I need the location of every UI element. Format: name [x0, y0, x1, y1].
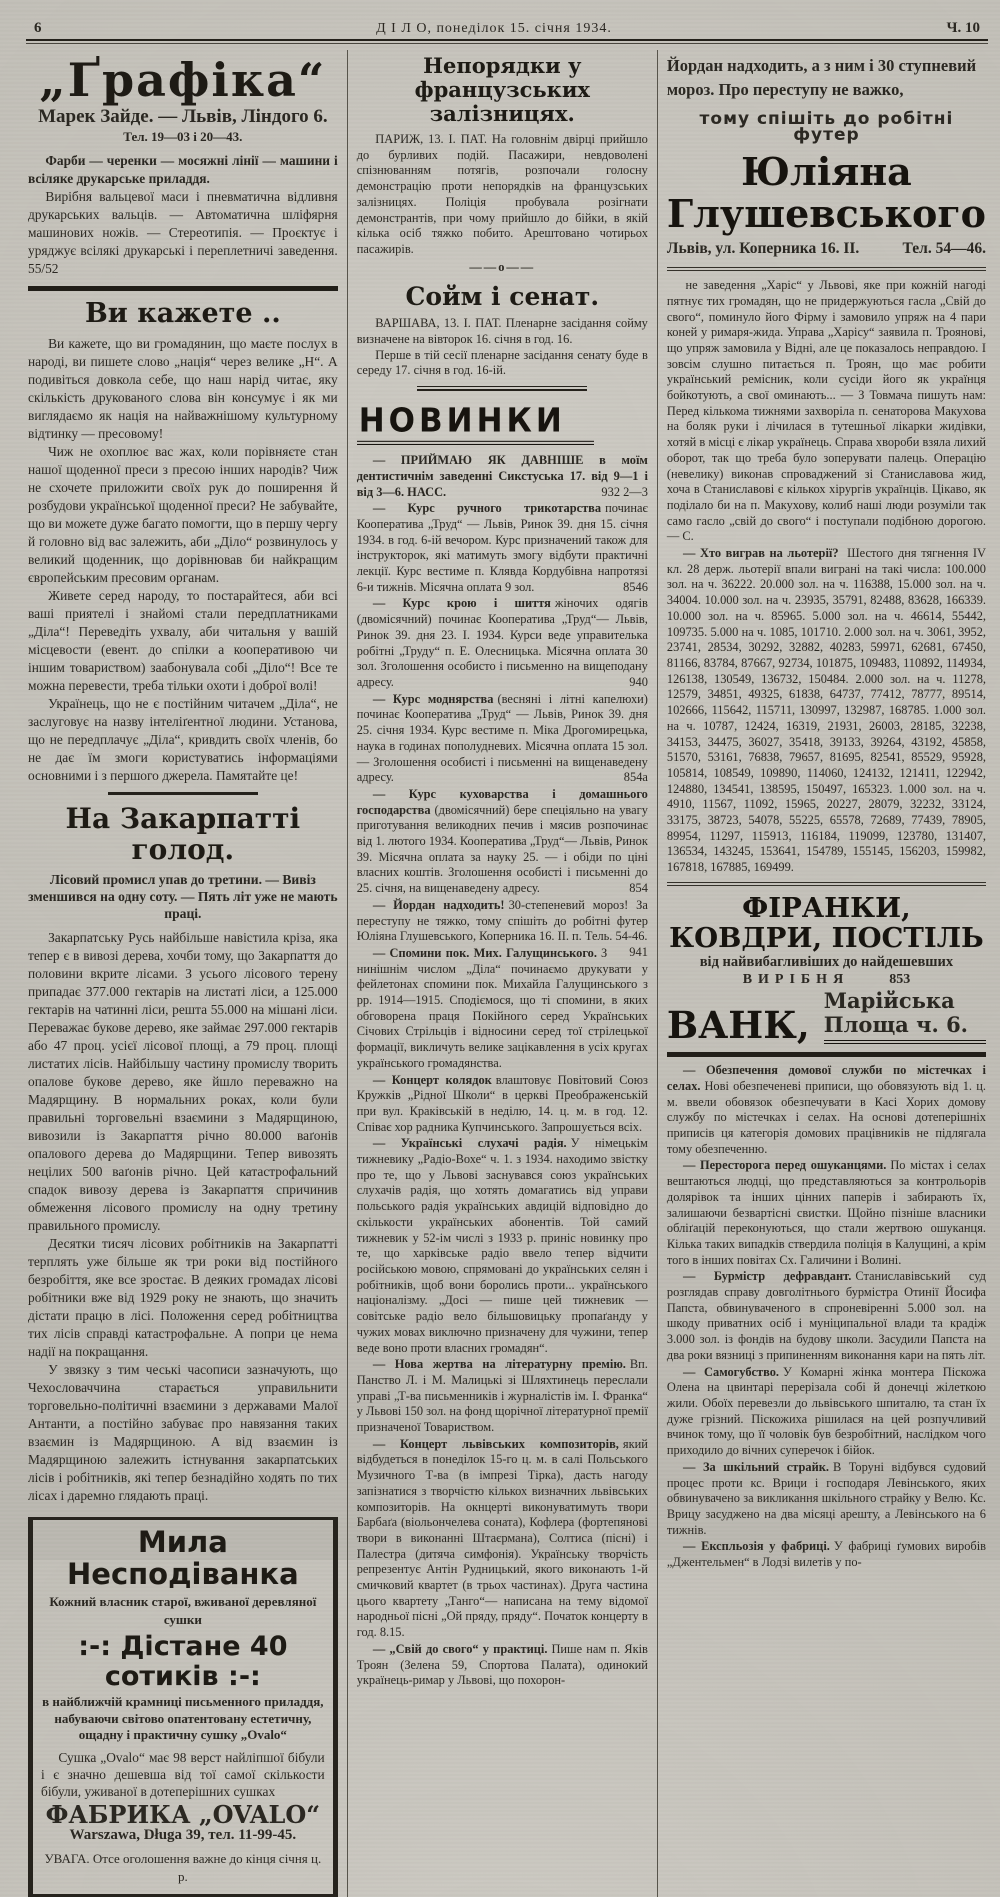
ad-grafika-goods: Фарби — черенки — мосяжні лінії — машини і всіляке друкарське приладдя. [28, 153, 338, 186]
news-item [357, 1357, 648, 1436]
news-items-right [667, 1063, 986, 1571]
news-item [357, 1136, 648, 1356]
article-body [357, 132, 648, 258]
news-item-lead: — Експльозія у фабриці. [683, 1539, 830, 1554]
news-item [667, 1539, 986, 1570]
news-item-ref: 940 [629, 674, 648, 689]
article-body [357, 316, 648, 379]
ad-ovalo-body1: в найближчій крамниці письменного приладдя, набуваючи світово опатентовану естетичну, ощадну і практичну сушку „Ovalo“ [42, 1694, 324, 1742]
article-divider [417, 386, 587, 391]
lottery-text: Шестого дня тягнення IV кл. 28 держ. льотерії впали виграні на такі числа: 100.000 зол. на ч. 36222. 20.000 зол. на ч. 116388, 15.000 зол. на ч. 34004. 10.000 зол. на ч. 23935, 35791, 82488, 83628, 166339. 10.000 зол. на ч. 85965. 5.000 зол. на ч. 46614, 55442, 109735. 5.000 на ч. 1085, 101710. 2.000 зол. на ч. 3061, 3952, 23741, 28534, 30292, 32882, 40283, 59971, 62681, 67450, 81166, 83784, 87667, 92734, 101875, 109483, 110892, 114934, 126138, 130549, 136732, 150484. 2.000 зол. на ч. 11278, 12579, 34851, 49325, 61838, 64737, 77412, 78777, 89514, 102666, 115642, 115711, 130997, 132987, 168785. 1.000 зол. на ч. 10787, 12424, 16319, 21931, 26003, 28185, 32238, 34153, 34475, 36027, 35418, 39133, 39264, 43192, 45858, 51570, 53161, 76838, 79657, 81695, 82541, 85529, 95928, 105814, 108549, 109890, 114060, 124132, 121411, 122942, 124880, 134541, 138595, 150497, 165323. 1.000 зол. на ч. 4910, 11567, 11092, 15965, 20227, 28079, 32232, 33124, 33175, 38723, 54078, 55225, 65578, 72689, 77439, 78905, 89954, 11297, 115913, 116184, 119099, 123780, 131407, 136534, 143245, 153641, 154789, 155145, 156203, 159982, 167818, 167885, 169499. [666, 546, 986, 875]
paragraph: ВАРШАВА, 13. І. ПАТ. Пленарне засідання сойму визначене на вівторок 16. січня в год. 16. [356, 316, 648, 347]
news-item-text: Станиславівський суд розглядав справу довголітнього бурмістра Отинії Йосифа Папста, обвинуваченого в спроневіренні 5.000 зол. на шкоду приватних осіб і муніципальної влади та крадіж 3.000 зол. із фондів на будову школи. Засудили Папста на два роки вязниці з припиненням виконання кари на пять літ. [666, 1269, 986, 1362]
column-right [658, 50, 988, 1897]
ad-hlush-address: Львів, ул. Коперника 16. ІІ. [666, 240, 860, 258]
news-item-lead: — Курс ручного трикотарства [372, 501, 602, 516]
news-item-text: У німецькім тижневику „Радіо-Вохе“ ч. 1. з 1934. находимо звістку про те, що у Львові заснувався союз українських слухачів радія, що хотять домагатись від управи польського радія українських авдицій відповідно до скількости українських абонентів. Той самий тижневик у 52-ім числі з 1933 р. приніс новинку про те, що харківське радіо ввело тепер відчити російською мовою, спрямовані до українських селян і робітників, щоб вони боролись проти... українського націоналізму. „Досі — пише цей тижневик — совітське радіо вело більшовицьку пропаґанду у чужих мовах виключно призначену для чужини, тепер веде воно проти власних громадян“. [356, 1136, 648, 1355]
paragraph: ПАРИЖ, 13. І. ПАТ. На головнім двірці прийшло до бурливих подій. Пасажири, невдоволені спізнюванням потягів, розпочали голосну демонстрацію проти непорядків на французських залізницях. Поліція пробувала розігнати демонстрантів, при чому прийшло до бійки, в якій кілька осіб тяжко побито. Арештовано чотирьох пасажирів. [356, 132, 648, 256]
article-title: Ви кажете .. [84, 298, 281, 329]
news-item-text: який відбудеться в понеділок 15-го ц. м. в салі Польського Музичного Т-ва (в імпрезі Тірка), дасть нагоду запізнатися з творчістю кількох визначних львівських композиторів. На окнцерті виконуватимуть твори Барбаґа (віольончелева соната), Кофлера (фортепянові твори в виконанні Штаєрмана), Солтиса (пісні) і Палестра (дитяча симфонія). Українську творчість репрезентує Антін Рудницький, якого виконають 1-й смичковий квартет (в трьох частинах). Друга частина цього квартету „Танго“— написана на тему відомої народньої пісні „Ой пряду, пряду“. Початок концерту в год. 8.15. [356, 1436, 648, 1640]
article-title: Непорядки у французських залізницях. [414, 53, 590, 126]
ad-ovalo-factory: ФАБРИКА „OVALO“ [45, 1799, 321, 1829]
news-item-lead: — Курс крою і шиття [372, 596, 551, 611]
section-rule [667, 1052, 986, 1057]
news-item-lead: — Обезпечення домової служби по містечках і селах. [666, 1063, 986, 1093]
ad-vank-title: ФІРАНКИ, КОВДРИ, ПОСТІЛЬ [669, 891, 984, 954]
section-rule [28, 286, 338, 291]
page-header [26, 6, 988, 39]
news-item-text: Вп. Панство Л. і М. Малицькі зі Шляхтинець переслали управі „Т-ва письменників і журналістів ім. І. Франка“ у Львові 150 зол. на фонд щорічної літературної премії призначеної Товариством. [356, 1357, 648, 1435]
ad-vank-vyribnia-row [667, 972, 986, 988]
ad-grafika-body: Вирібня вальцевої маси і пневматична відливня друкарських вальців. — Автоматична шліфярня машинових ножів. — Стереотипія. — Проєктує і уряджує всілякі друкарські і переплетничі заведення. 55/52 [28, 189, 338, 276]
news-items [357, 453, 648, 1689]
section-rule [667, 267, 986, 271]
news-item [357, 787, 648, 897]
column-left [26, 50, 348, 1897]
section-novynky [357, 398, 648, 1689]
ad-ovalo-body2: Сушка „Ovalo“ має 98 верст найліпшої бібули і є значно дешевша від тої самої скількости бібули, уживаної в дотеперішних сушках [41, 1749, 325, 1799]
paragraph: Десятки тисяч лісових робітників на Закарпатті терплять уже більше як три роки від постійного безробіття, яке все зростає. В деяких громадах лісові робітники вже від 1929 року не знають, що значить дістати працю в лісі. Положення серед робітництва тих лісів справді катастрофальне. А попри це нема надії на покращання. [28, 1236, 338, 1359]
news-item-lead: — За шкільний страйк. [683, 1459, 829, 1474]
paragraph: У звязку з тим чеські часописи зазначують, що Чехословаччина старається управильнити торговельно-політичні взаємини з державами Малої Антанти, а постійно забуває про навязання таких взаємин із Мадярщиною. А від взаємин із Мадярщиною залежить істнування закарпатських лісів і робітників, які тепер безнадійно ходять по тих лісах і даремно глядають праці. [28, 1362, 338, 1503]
ad-hlush-tel: Тел. 54—46. [902, 240, 986, 258]
news-item [667, 1063, 986, 1157]
news-item-lead: — Українські слухачі радія. [372, 1136, 567, 1151]
ad-grafika-title: „Ґрафіка“ [39, 53, 327, 107]
ad-vank-ref: 853 [889, 971, 911, 987]
paragraph: Живете серед народу, то постарайтеся, аби всі ваші приятелі і знайомі стали передплатниками „Діла“! Переведіть ухвалу, аби читальня у вашій місцевости (евент. до спілки а кооперативою чи іншим товариством) заабонувала собі „Діло“! Все те можна перевести, треба тільки охоти і доброї волі! [28, 588, 338, 693]
paragraph: Закарпатську Русь найбільше навістила кріза, яка тепер є в вивозі дерева, хочби тому, що Закарпаття до половини вкрите лісами. З усього лісового терену припадає 377.000 гектарів на листаті ліси, а 125.000 гектарів на чатинні ліси, решта 55.000 на мішані ліси. Переважає букове дерево, яке займає 297.000 гектарів або 47 проц. усієї лісової площі, а 79 проц. площі листатих лісів. Найбільшу частину промислу творить опалове букове дерево, яке йшло переважно на Мадярщину. В нормальних роках, коли були правильні торговельні взаємини з Мадярщиною, вивозили із Закарпаття річно 80.000 ваґонів опалового дерева до Мадярщини. Тепер вивозять нецілих 500 ваґонів річно. Цей катастрофальний спадок вивозу дерева із Закарпаття спричинив обмеження лісового промислу на одну третину правильного промислу. [28, 930, 338, 1233]
news-item-lead: — Курс куховарства і домашнього господарства [356, 786, 648, 817]
article-title: На Закарпатті голод. [65, 802, 301, 866]
ad-grafika-who: Марек Зайде. — Львів, Ліндого 6. [38, 106, 328, 127]
news-item-text: У Комарні жінка монтера Піскожа Олена на цвинтарі перерізала собі й донечці жілеткою жили. Обоїх перевезли до львівського шпиталю, та стан їх дуже грізний. Піскожиха рішилася на цей розпучливий вчинок тому, що її чоловік був безробітний, наслідком чого приходило до вічних суперечок і бійок. [666, 1364, 986, 1458]
o-divider: ——о—— [469, 259, 536, 274]
ad-hlush-line1: Йордан надходить, а з ним і 30 ступневий мороз. Про переступу не важко, [666, 56, 977, 99]
lottery-item [667, 546, 986, 876]
news-item-lead: — Курс моднярства [372, 691, 494, 706]
news-item [357, 1437, 648, 1641]
news-item-text: У фабриці ґумових виробів „Джентельмен“ в Лодзі вилетів у по- [666, 1539, 986, 1570]
ad-ovalo-line1: Кожний власник старої, вживаної деревляної сушки [49, 1594, 317, 1627]
news-item-ref: 941 [629, 944, 648, 959]
article-title: Сойм і сенат. [405, 282, 600, 312]
ad-grafika-tel: Тел. 19—03 і 20—43. [123, 129, 243, 144]
ad-vank-vyribnia: ВИРІБНЯ [742, 971, 850, 987]
continuation-text [667, 278, 986, 545]
ad-ovalo-address: Warszawa, Długa 39, тел. 11-99-45. [69, 1826, 297, 1843]
columns [26, 50, 988, 1897]
ad-vank-place: Марійська Площа ч. 6. [824, 989, 986, 1044]
lottery-lead: — Хто виграв на льотерії? [683, 546, 839, 561]
news-item [357, 1642, 648, 1689]
news-item-lead: — „Свій до свого“ у практиці. [372, 1641, 548, 1656]
news-item [667, 1365, 986, 1459]
ad-hlush-address-row [667, 241, 986, 257]
news-item-text: починає Кооператива „Труд“ — Львів, Ринок 39. дня 15. січня 1934. в год. 6-ій вечором. Курс призначений також для інструкторок, які матимуть змогу відбути практичні лекції. Курс вестиме п. Клявда Кордубівна напротязі 6-и тижнів. Місячна оплата 9 зол. [356, 501, 648, 594]
news-item [357, 946, 648, 1072]
news-item-lead: — Нова жертва на літературну премію. [372, 1357, 626, 1372]
news-item [357, 501, 648, 595]
ad-hlush-name: Юліяна Глушевського [666, 149, 987, 237]
article-subhead: Лісовий промисл упав до третини. — Вивіз зменшився на одну соту. — Пять літ уже не мають праці. [28, 872, 338, 921]
ad-ovalo-title: Мила Несподіванка [67, 1525, 299, 1591]
ad-vank-name: ВАНК, [666, 1003, 810, 1048]
page-number: 6 [34, 20, 42, 36]
news-item [667, 1460, 986, 1539]
news-item [667, 1269, 986, 1363]
news-item-ref: 854а [623, 770, 648, 785]
news-item-text: По містах і селах вештаються людці, що представляються за контрольорів долярівок та інших цінних паперів і забирають їх, залишаючи безвартісні свистки. Щойно пізніше власники обліґацій переконуються, що стали жертвою ошуканця. Кілька таких випадків ствердила поліція в Калущині, а крім того в інших повітах Сх. Галичини і Волині. [666, 1158, 986, 1267]
news-item-text: (двомісячний) бере спеціяльно на увагу приготування великодних печив і мясив розпочинає від 1. лютого 1934. Кооператива „Труд“— Львів, Ринок 39. Місячна оплата за науку 25. — і обіди по ціні власних коштів. Зголошення особисті і письменні до 25. січня, на вищенаведену адресу. [356, 802, 648, 896]
paragraph: Українець, що не є постійним читачем „Діла“, не заслуговує на назву інтеліґентної людини. Установа, що не передплачує „Діла“, кривдить своїх членів, бо не дає їм змоги користуватись інформаціями основними і з першого джерела. Памятайте це! [28, 696, 338, 783]
ad-ovalo-note: УВАГА. Отсе оголошення важне до кінця січня ц. р. [44, 1850, 322, 1884]
paragraph: Чиж не охоплює вас жах, коли порівняєте стан нашої щоденної преси з пресою інших народів? Чиж не схочете приложити своїх рук до поширення й розбудови української щоденної преси? Не забувайте, що ви можете дуже багато помогти, що в першу чергу й головно від вас залежить, аби „Діло“ розвинулось у великий щоденник, що дорівнював би найкращим європейським пресовим органам. [28, 444, 338, 585]
article-holod [28, 803, 338, 1505]
news-item-lead: — Концерт львівських композиторів, [372, 1436, 619, 1451]
article-vy-kazhete [28, 299, 338, 785]
ad-hlush-line2: тому спішіть до робітні футер [699, 109, 954, 145]
news-item-lead: — ПРИЙМАЮ ЯК ДАВНІШЕ в моїм дентистичнім заведенні Сикстуська 17. від 9—1 і від 3—6. НАСС. [356, 453, 648, 499]
news-item-text: (весняні і літні капелюхи) починає Кооператива „Труд“ — Львів, Ринок 39. дня 25. січня 1934. Курс вестиме п. Міка Дрогомирецька, наука в годинах пополудневих. Місячна оплата 15 зол. — Зголошення особисті і письменні на вищенаведену адресу. [356, 691, 648, 785]
ad-ovalo-headline: :-: Дістане 40 сотиків :-: [78, 1631, 288, 1692]
ad-vank-sub: від найвибагливіших до найдешевших [699, 953, 954, 970]
news-item-lead: — Концерт колядок [372, 1072, 492, 1087]
ad-vank [666, 891, 986, 1048]
masthead: Д І Л О, понеділок 15. січня 1934. [376, 21, 612, 36]
news-item-text: Пише нам п. Яків Троян (Зелена 59, Спортова Палата), одинокий українець-римар у Львові, що похорон- [356, 1641, 648, 1688]
article-body [28, 929, 338, 1505]
ad-ref: 55/52 [28, 261, 59, 276]
article-body [28, 335, 338, 785]
news-item [667, 1158, 986, 1268]
news-item-text: влаштовує Повітовий Союз Кружків „Рідної Школи“ в церкві Преображенській при вул. Краківській в неділю, 14. ц. м. в год. 12. Співає хор радника Купчинського. Запрошується всіх. [356, 1072, 648, 1134]
column-middle [348, 50, 658, 1897]
header-rule [26, 39, 988, 44]
article-soim [357, 283, 648, 379]
news-item-text: жіночих одягів (двомісячний) починає Кооператива „Труд“— Львів, Ринок 39. дня 23. І. 1934. Курси веде управителька робітні „Труду“ п. Е. Олесницька. Місячна оплата 30 зол. Зголошення особисто і письменно на вищеподану адресу. [356, 596, 648, 689]
section-title: НОВИНКИ [357, 403, 594, 445]
news-item-text: 30-степеневий мороз! За переступу не тяжко, тому спішіть до робітні футер Юліяна Глушевського, Коперника 16. ІІ. п. Тель. 54-46. [356, 897, 648, 944]
news-item-lead: — Спомини пок. Мих. Галущинського. [372, 945, 597, 960]
news-item [357, 1073, 648, 1136]
article-divider [108, 792, 258, 795]
issue-number: Ч. 10 [946, 20, 980, 36]
section-rule [667, 882, 986, 886]
ad-vank-name-row [666, 988, 986, 1048]
article-neporiadky [357, 54, 648, 275]
ad-ovalo [28, 1517, 338, 1897]
news-item [357, 453, 648, 500]
news-item-text: Нові обезпеченеві приписи, що обовязують від 1. ц. м. ввели обовязок обезпечувати в Касі Хорих домову службу по містечках і селах. На основі дотеперішніх приписів ця категорія домових працівників не підлягала тому обезпеченню. [666, 1078, 986, 1156]
paragraph: не заведення „Харіс“ у Львові, яке при кожній нагоді пятнує тих громадян, що не придержуються гасла „Свій до свого“, поминуло його Фірму і замовило упряж на 4 пари коней у римаря-жида. Управа „Харісу“ заявила п. Троянові, що упряж замовила у Відні, але це показалось неправдою. І зовсім слушно питається п. Троян, що має робити український ремісник, коли сусіди його як українця бойкотують, а свої оминають... — З Товмача пишуть нам: Перед кількома тижнями захворіла п. сенаторова Макухова на боляк руки і лічилася в тутешньої лікарки жидівки, хотяй в місці є лікар українець. Справа хвороби взяла лихий оборот, так що треба було зоперувати палець. Операцію (невелику) виконав спроваджений зі Станиславова жид, хоча в Станиславові є кількох хірургів українців. Цікаво, як поділало би на п. Макухову, колиб наші люди розуміли так само гасло „свій до свого“ і поступали подібною дорогою. — С. [666, 278, 986, 544]
news-item-ref: 8546 [623, 579, 648, 594]
news-item-lead: — Йордан надходить! [372, 897, 505, 912]
news-item-lead: — Бурмістр дефравдант. [683, 1269, 852, 1284]
news-item [357, 692, 648, 786]
news-item [357, 596, 648, 690]
paragraph: Перше в тій сесії пленарне засідання сенату буде в середу 17. січня в год. 16-ій. [356, 347, 648, 378]
news-item-text: З нинішнім числом „Діла“ починаємо друкувати у фейлетонах спомини пок. Михайла Галущинського з рр. 1914—1915. Сподіємося, що ті спомини, в яких обговорена праця Покійного серед Українських Січових Стрільців і відносини серед тої стрілецької формації, викличуть велике зацікавлення в усіх кругах українського громадянства. [356, 945, 648, 1070]
news-item-ref: 932 2—3 [601, 484, 648, 499]
paragraph: Ви кажете, що ви громадянин, що маєте послух в народі, ви пишете слово „нація“ через велике „Н“. А подивіться довкола себе, що наш нарід читає, яку скількість друкованого слова він консумує і як ми виглядаємо як нація на найважнішому культурному відтинку — пресовому! [28, 336, 338, 441]
ad-grafika [28, 52, 338, 278]
ad-hlushevskyi [667, 52, 986, 261]
news-item-ref: 854 [629, 881, 648, 896]
news-item-lead: — Пересторога перед ошуканцями. [683, 1158, 887, 1173]
news-item-text: В Торуні відбувся судовий процес проти кс. Врици і господаря Левінського, яких обвинувачено за викликання шкільного страйку у Велю. Кс. Врицу засуджено на два місяці арешту, а Левінського на 6 тижнів. [666, 1459, 986, 1537]
news-item-lead: — Самогубство. [683, 1364, 779, 1379]
